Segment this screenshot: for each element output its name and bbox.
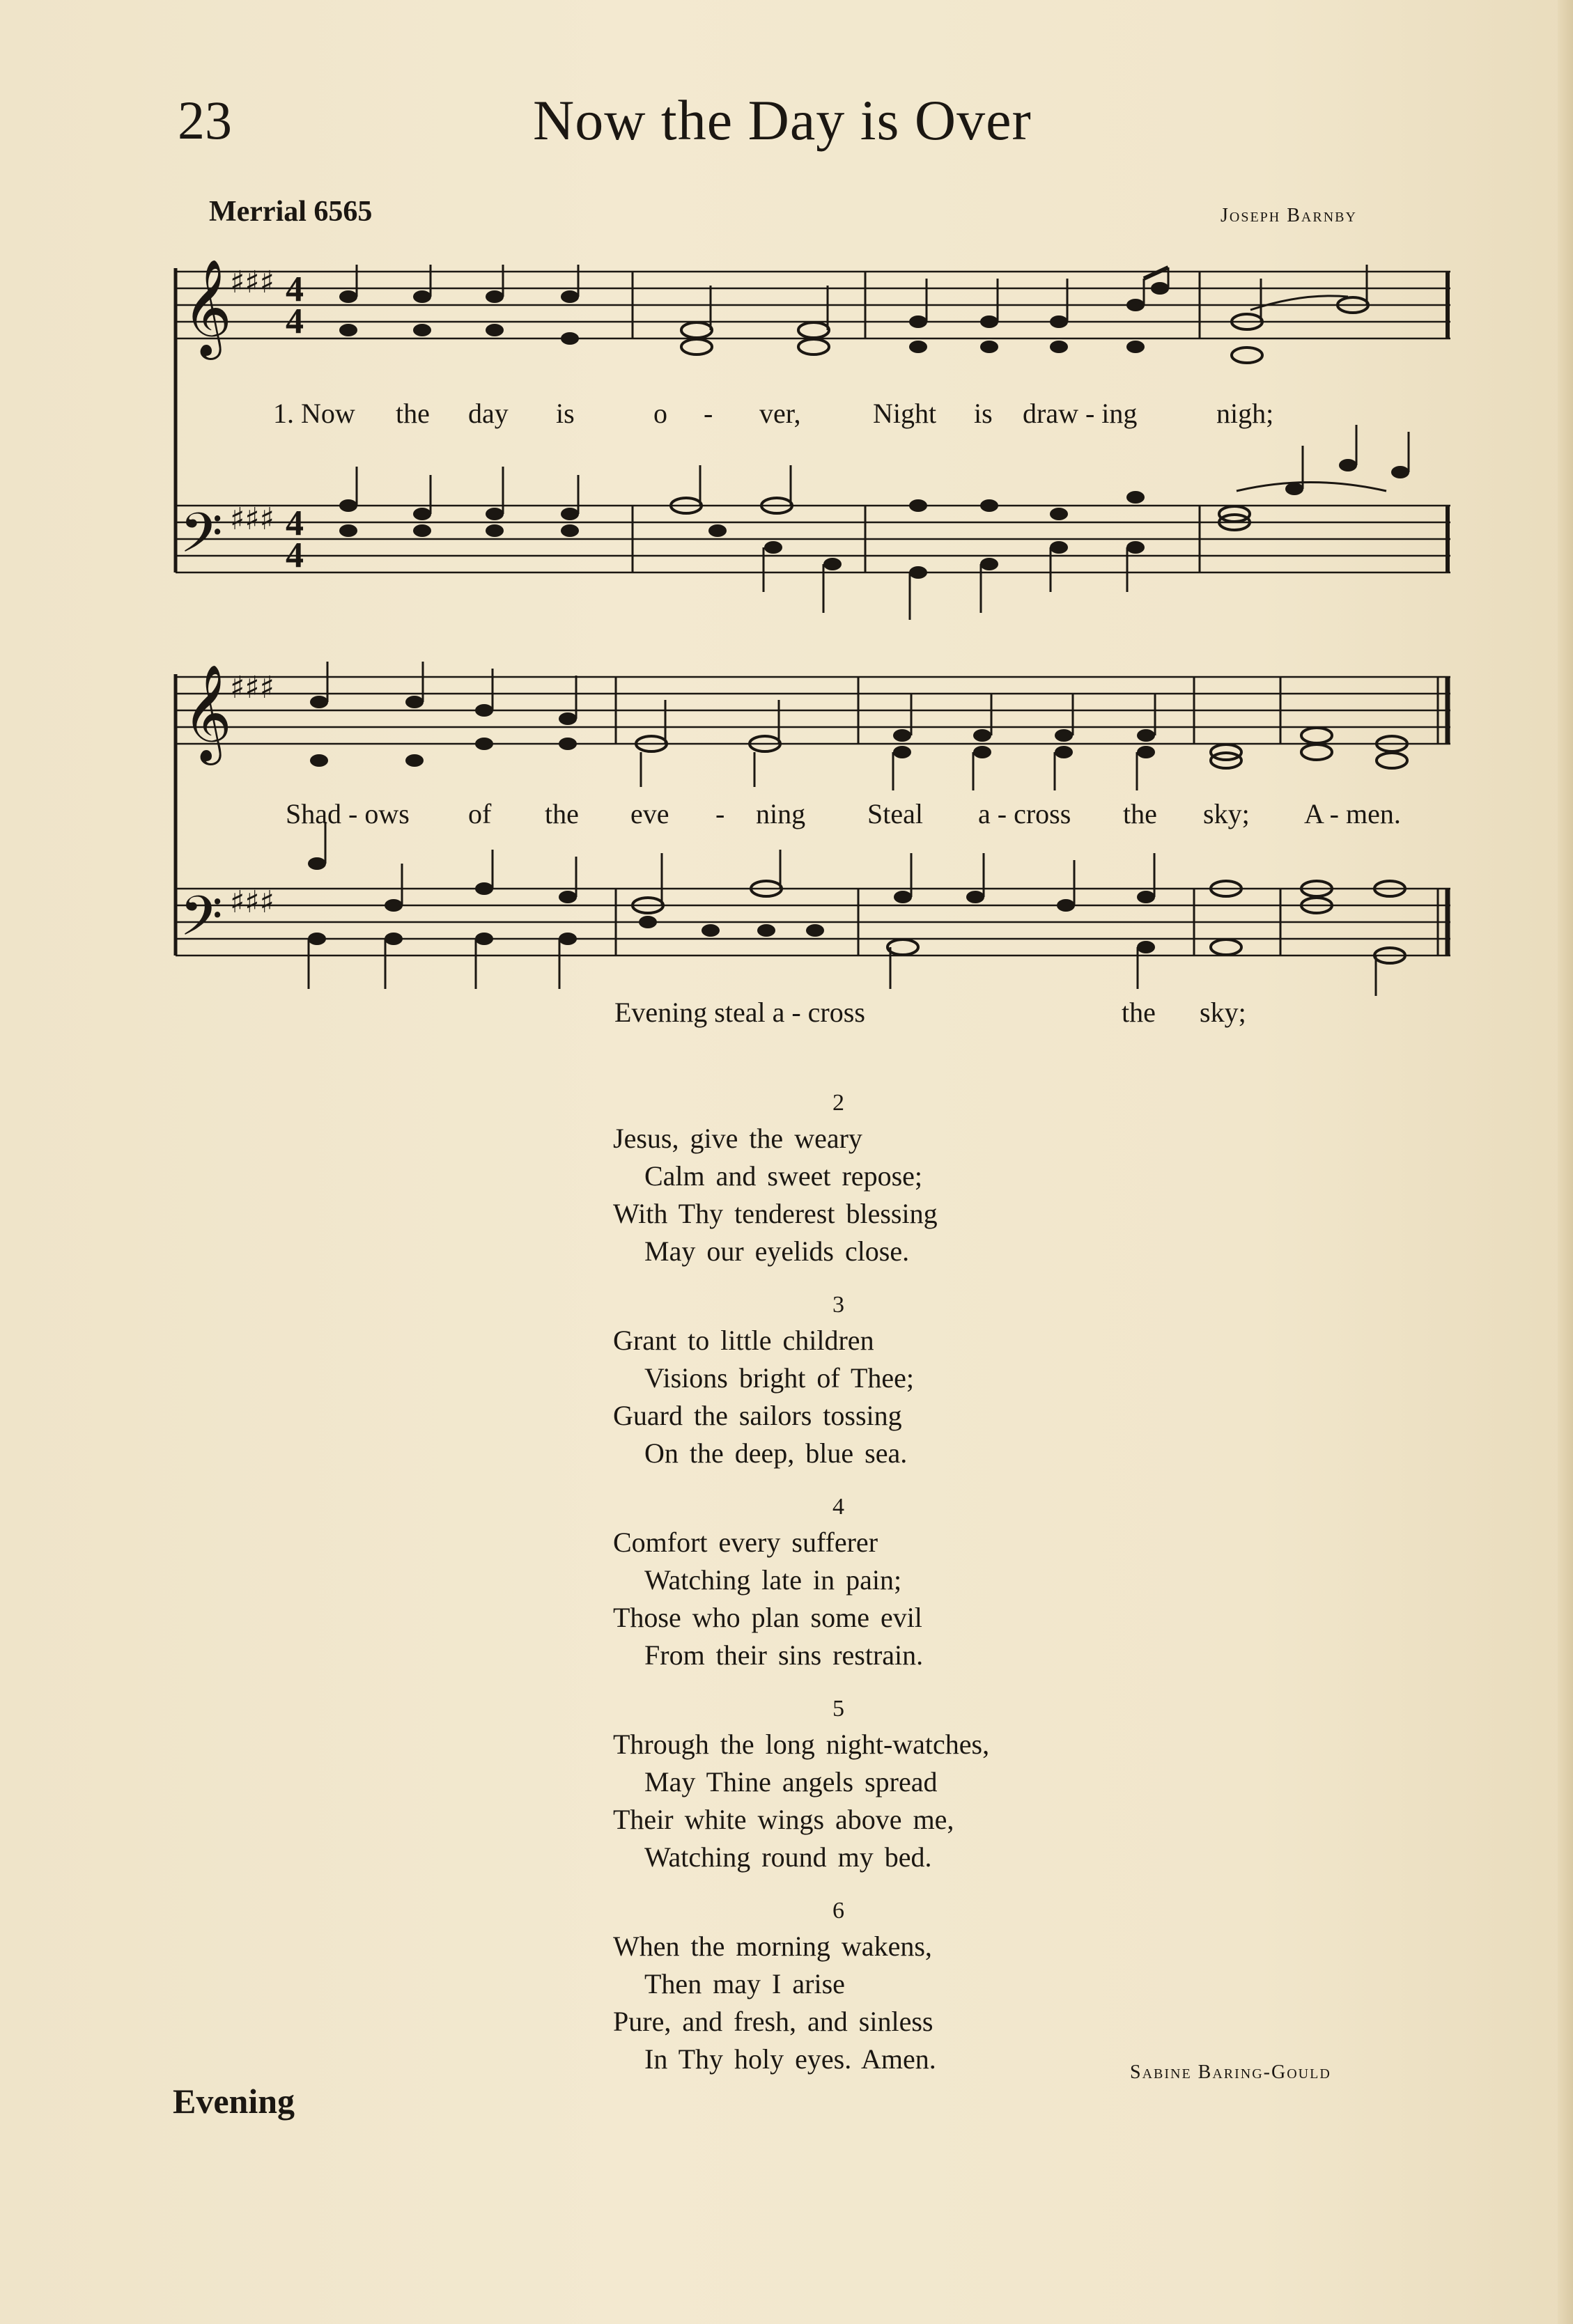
lyric-1-o: o [653,398,667,429]
lyric-2-the-2: the [1123,798,1157,829]
lyric-2-steal: Steal [867,798,923,829]
lyricist: Sabine Baring-Gould [1130,2061,1331,2083]
svg-text:𝄞: 𝄞 [183,664,232,761]
composer: Joseph Barnby [1221,205,1357,226]
hymn-title: Now the Day is Over [533,88,1032,152]
topic-heading: Evening [173,2082,295,2121]
tune-name: Merrial 6565 [209,196,373,228]
verse-line: Then may I arise [644,1968,845,1999]
stanza-number: 3 [832,1292,844,1318]
lyric-2-ning: ning [756,798,806,829]
bass-notes-2 [308,857,1405,963]
lyric-1-now: 1. Now [273,398,355,429]
lyric-1-night: Night [873,398,937,429]
verse-line: Their white wings above me, [613,1804,954,1835]
bass-staff-1 [176,506,1450,572]
verse-line: Calm and sweet repose; [644,1160,922,1192]
verse-line: Watching round my bed. [644,1841,932,1873]
verse-line: With Thy tenderest blessing [613,1198,938,1229]
bass-lyric-evening-steal-across: Evening steal a - cross [614,997,865,1028]
verse-line: When the morning wakens, [613,1931,932,1962]
svg-text:♯♯♯: ♯♯♯ [230,501,274,537]
verse-line: May our eyelids close. [644,1235,910,1267]
lyric-1-day: day [468,398,509,429]
system-1 [176,259,1450,620]
svg-text:♯♯♯: ♯♯♯ [230,670,274,705]
stanza-number: 5 [832,1696,844,1722]
stanza-6 [613,1894,1240,2078]
lyric-2-sky: sky; [1203,798,1250,829]
verse-line: On the deep, blue sea. [644,1437,908,1469]
lyric-2-amen: A - men. [1304,798,1401,829]
verse-line: May Thine angels spread [644,1766,938,1797]
lyric-1-nigh: nigh; [1216,398,1274,429]
svg-text:4: 4 [286,504,304,543]
verse-line: Watching late in pain; [644,1564,902,1596]
lyric-1-drawing: draw - ing [1023,398,1138,429]
bass-stems-2 [309,822,1376,996]
lyric-1-ver: ver, [759,398,801,429]
svg-text:𝄞: 𝄞 [183,259,232,356]
verse-line: Guard the sailors tossing [613,1400,902,1431]
verse-line: Jesus, give the weary [613,1123,862,1154]
lyric-1-hyphen: - [704,398,713,429]
svg-text:♯♯♯: ♯♯♯ [230,884,274,920]
verse-line: Those who plan some evil [613,1602,922,1633]
lyric-2-across: a - cross [978,798,1071,829]
bass-lyric-the: the [1122,997,1156,1028]
svg-text:4: 4 [286,270,304,309]
svg-text:4: 4 [286,536,304,575]
treble-staff-1 [176,272,1450,338]
verse-line: Through the long night-watches, [613,1729,990,1760]
stanza-number: 2 [832,1090,844,1116]
verse-line: In Thy holy eyes. Amen. [644,2043,936,2075]
stanza-4 [613,1490,1240,1674]
svg-text:♯♯♯: ♯♯♯ [230,265,274,300]
stanza-number: 6 [832,1898,844,1924]
lyric-2-shadows: Shad - ows [286,798,410,829]
stanza-2 [613,1086,1240,1270]
verse-line: Grant to little children [613,1325,874,1356]
lyric-1-is-2: is [974,398,993,429]
verse-line: Comfort every sufferer [613,1527,878,1558]
svg-text:𝄢: 𝄢 [180,501,223,579]
hymn-number: 23 [178,90,232,150]
bass-staff-2 [176,889,1450,956]
verse-line: From their sins restrain. [644,1639,924,1671]
lyric-2-of: of [468,798,492,829]
verse-line: Pure, and fresh, and sinless [613,2006,933,2037]
verse-line: Visions bright of Thee; [644,1362,915,1394]
stanza-5 [613,1692,1240,1876]
bass-lyric-sky: sky; [1200,997,1246,1028]
sheet-music [0,0,1573,1045]
treble-stems-2 [327,662,1155,790]
lyric-1-is: is [556,398,575,429]
lyric-2-the: the [545,798,579,829]
lyric-1-the: the [396,398,430,429]
verses [613,1086,1240,2096]
lyric-2-eve: eve [630,798,669,829]
treble-staff-2 [176,677,1450,744]
lyric-2-hyphen: - [715,798,725,829]
svg-text:𝄢: 𝄢 [180,884,223,962]
treble-stems-1 [357,265,1367,330]
bass-notes-1 [339,459,1409,579]
stanza-number: 4 [832,1494,844,1520]
stanza-3 [613,1288,1240,1472]
svg-text:4: 4 [286,302,304,341]
